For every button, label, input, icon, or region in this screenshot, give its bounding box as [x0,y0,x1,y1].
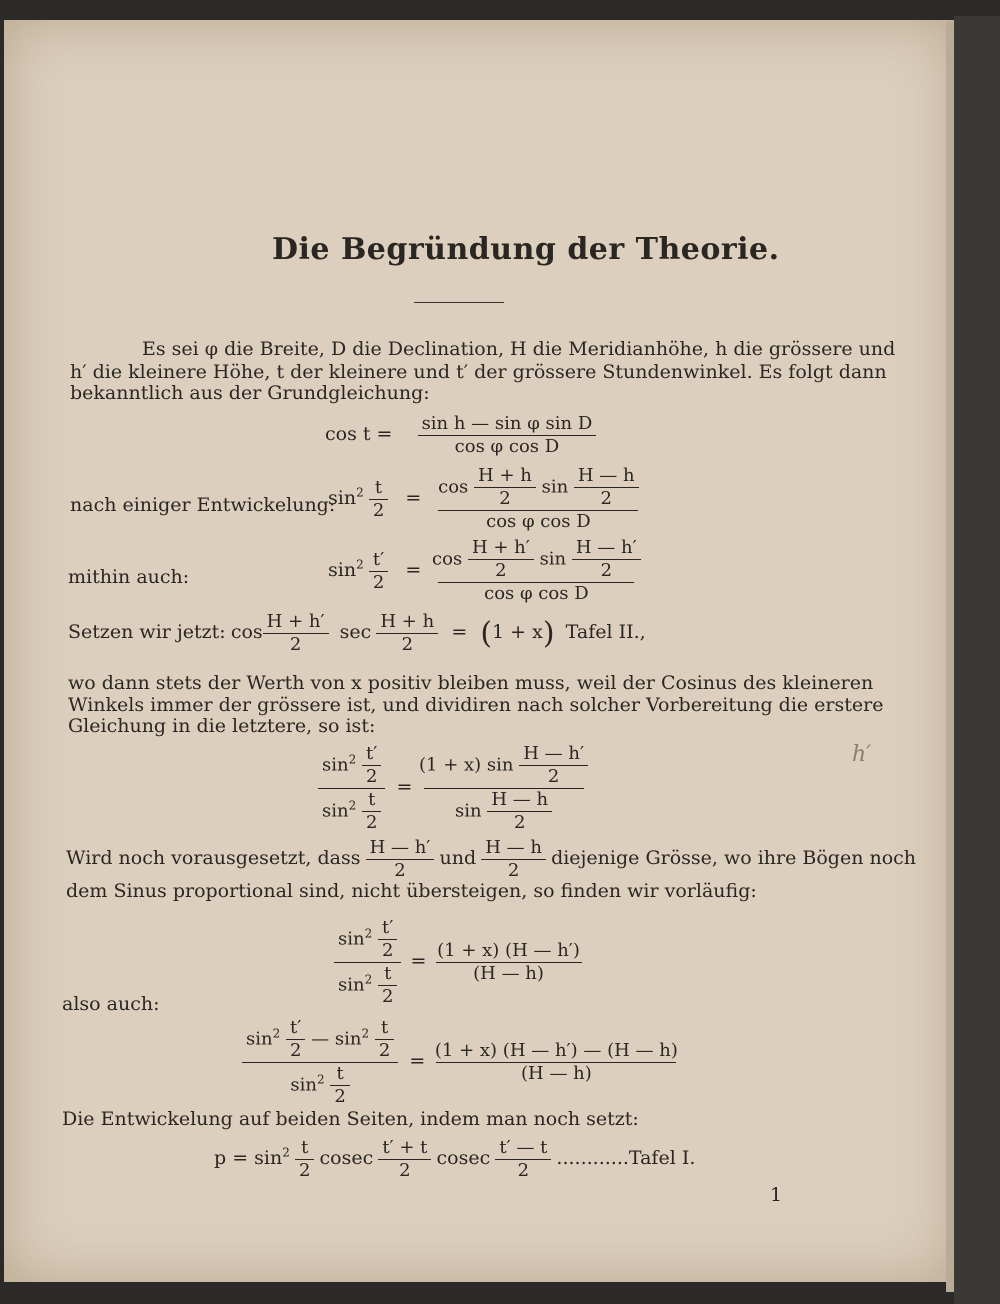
para2-line-2: Winkels immer der grössere ist, und dividiren nach solcher Vorbereitung die erstere [68,694,884,716]
eq1-lhs: cos t = [325,423,393,445]
equation-7: $\sin^2$ $\frac{t'}{2}$ — $\sin^2$ $\frac{t}{2}$ $\sin^2$ $\frac{t}{2}$ = $\frac{(1 + x) (H — h') — (H — h)}{(H — h)}$ [242,1018,676,1107]
eq3-denominator: cos φ cos D [484,583,589,604]
eq-last-tafel: ............Tafel I. [556,1147,696,1169]
equation-last: $p = \sin^2$ $\frac{t}{2}$ cosec $\frac{t' + t}{2}$ cosec $\frac{t' — t}{2}$ ............Tafel I. [214,1137,696,1181]
intro-line-3: bekanntlich aus der Grundgleichung: [70,382,430,404]
equation-5: $\sin^2$ $\frac{t'}{2}$ $\sin^2$ $\frac{t}{2}$ = (1 + x) sin $\frac{H — h'}{2}$ sin $\frac{H — h}{2}$ [318,744,584,833]
also-label: also auch: [62,993,160,1015]
page-title: Die Begründung der Theorie. [272,232,780,267]
book-cover-edge [954,16,1000,1304]
title-divider [414,302,504,303]
equation-2: $\sin^2$ $\frac{t}{2}$ = cos $\frac{H + h}{2}$ sin $\frac{H — h}{2}$ cos φ cos D [328,466,638,532]
eq4-label: Setzen wir jetzt: [68,621,226,643]
para2-line-1: wo dann stets der Werth von x positiv bleiben muss, weil der Cosinus des kleineren [68,672,874,694]
para3-text-b: und [439,847,477,869]
eq2-label: nach einiger Entwickelung: [70,494,336,516]
equation-6: $\sin^2$ $\frac{t'}{2}$ $\sin^2$ $\frac{t}{2}$ = $\frac{(1 + x) (H — h')}{(H — h)}$ [334,918,582,1007]
eq3-label: mithin auch: [68,566,190,588]
para3-text-c: diejenige Grösse, wo ihre Bögen noch [551,847,917,869]
page-number: 1 [770,1184,783,1206]
eq4-tafel: Tafel II., [565,621,646,643]
eq1-numerator: sin h — sin φ sin D [421,413,593,434]
para3-text-a: Wird noch vorausgesetzt, dass [66,847,361,869]
equation-1 [325,414,596,457]
eq1-denominator: cos φ cos D [454,436,560,457]
margin-note: h′ [852,742,872,767]
para3-line-2: dem Sinus proportional sind, nicht übersteigen, so finden wir vorläufig: [66,880,757,902]
intro-line-2: h′ die kleinere Höhe, t der kleinere und t′ der grössere Stundenwinkel. Es folgt dann [70,361,887,383]
equation-4: Setzen wir jetzt: cos $\frac{H + h'}{2}$ sec $\frac{H + h}{2}$ = (1 + x) Tafel II., [68,611,646,655]
eq2-denominator: cos φ cos D [486,511,591,532]
equation-3: $\sin^2$ $\frac{t'}{2}$ = cos $\frac{H + h'}{2}$ sin $\frac{H — h'}{2}$ cos φ cos D [328,538,634,604]
para4: Die Entwickelung auf beiden Seiten, indem man noch setzt: [62,1108,639,1130]
intro-line-1: Es sei φ die Breite, D die Declination, H die Meridianhöhe, h die grössere und [142,338,896,360]
para2-line-3: Gleichung in die letztere, so ist: [68,715,376,737]
para3-line-1: Wird noch vorausgesetzt, dass $\frac{H — h'}{2}$ und $\frac{H — h}{2}$ diejenige Grösse, wo ihre Bögen noch [66,837,917,881]
